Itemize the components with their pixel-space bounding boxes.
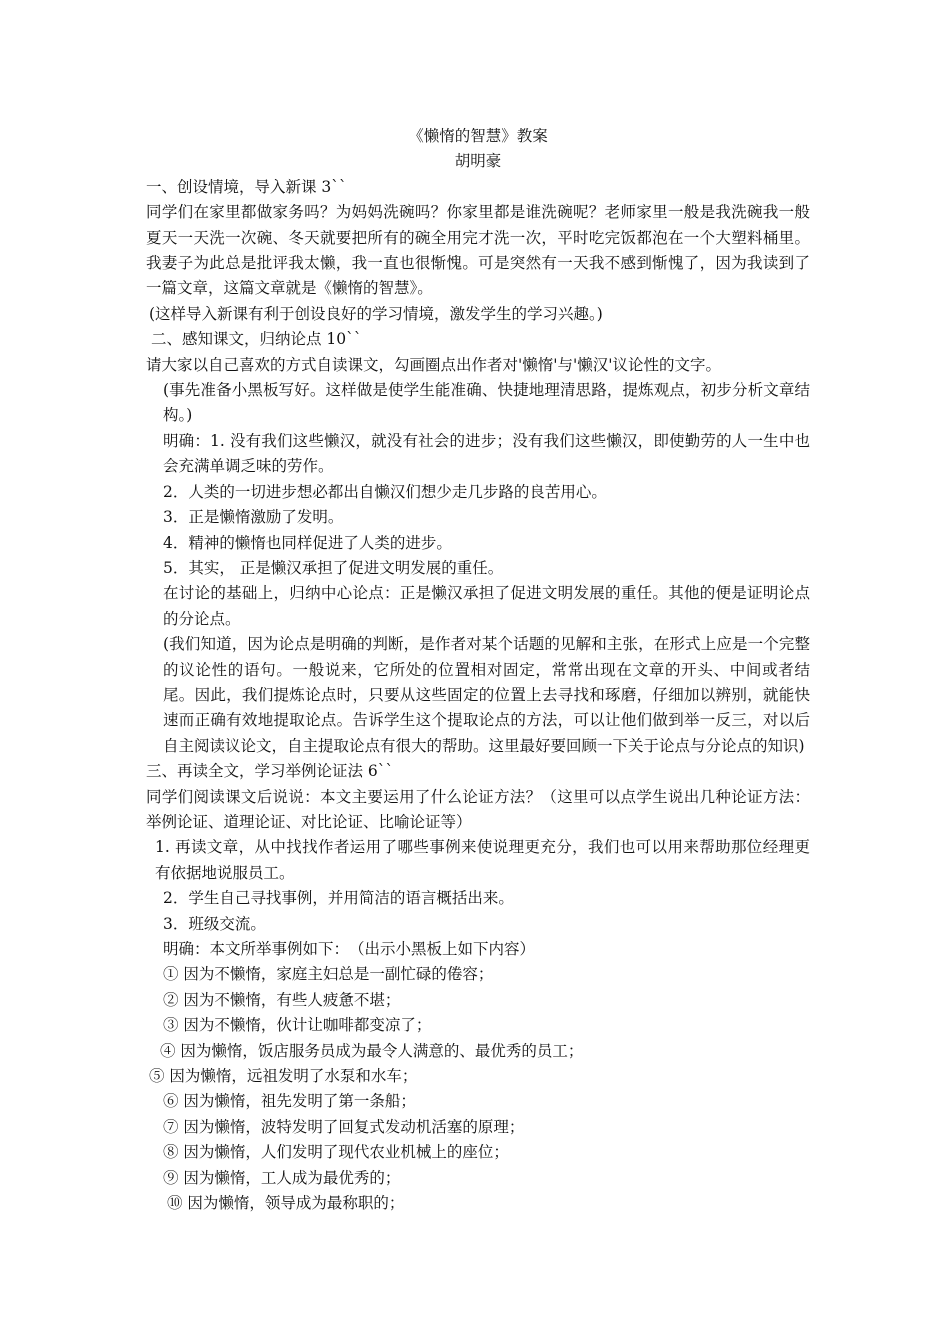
paragraph-answer-2: 明确：本文所举事例如下： （出示小黑板上如下内容）: [163, 940, 536, 958]
paragraph-answer-1: 明确：1. 没有我们这些懒汉，就没有社会的进步；没有我们这些懒汉，即使勤劳的人一生中也会充满单调乏味的劳作。: [163, 431, 810, 476]
list-item: 3．班级交流。: [163, 914, 266, 933]
document-author: 胡明豪: [454, 152, 502, 171]
example-item: ⑤ 因为懒惰，远祖发明了水泵和水车；: [149, 1067, 418, 1086]
paragraph-instruction-1: 请大家以自己喜欢的方式自读课文，勾画圈点出作者对'懒惰'与'懒汉'议论性的文字。: [146, 355, 722, 374]
paragraph-note-3: (我们知道，因为论点是明确的判断，是作者对某个话题的见解和主张，在形式上应是一个完整的议论性的语句。一般说来，它所处的位置相对固定，常常出现在文章的开头、中间或者结尾。因此，我们提炼论点时，只要从这些固定的位置上去寻找和琢磨，仔细加以辨别，就能快速而正确有效地提取论点。告诉学生这个提取论点的方法，可以让他们做到举一反三，对以后自主阅读议论文，自主提取论点有很大的帮助。这里最好要回顾一下关于论点与分论点的知识): [163, 635, 810, 755]
document-title: 《懒惰的智慧》教案: [408, 127, 548, 145]
example-item: ③ 因为不懒惰，伙计让咖啡都变凉了；: [163, 1016, 432, 1035]
example-item: ⑨ 因为懒惰，工人成为最优秀的；: [163, 1168, 401, 1187]
example-item: ⑩ 因为懒惰，领导成为最称职的；: [167, 1194, 405, 1213]
paragraph-note-1: (这样导入新课有利于创设良好的学习情境，激发学生的学习兴趣。): [149, 304, 603, 323]
example-item: ④ 因为懒惰，饭店服务员成为最令人满意的、最优秀的员工；: [160, 1041, 584, 1060]
example-item: ⑦ 因为懒惰，波特发明了回复式发动机活塞的原理；: [163, 1117, 525, 1136]
section-heading-3: 三、再读全文，学习举例论证法 6``: [146, 762, 394, 781]
example-item: ⑥ 因为懒惰，祖先发明了第一条船；: [163, 1092, 416, 1111]
list-item: 2．人类的一切进步想必都出自懒汉们想少走几步路的良苦用心。: [163, 482, 607, 501]
example-item: ⑧ 因为懒惰，人们发明了现代农业机械上的座位；: [163, 1143, 509, 1162]
list-item: 5．其实， 正是懒汉承担了促进文明发展的重任。: [163, 558, 504, 577]
paragraph-note-2: (事先准备小黑板写好。这样做是使学生能准确、快捷地理清思路，提炼观点，初步分析文章结构。): [163, 381, 810, 425]
list-item: 3．正是懒惰激励了发明。: [163, 508, 344, 527]
example-item: ② 因为不懒惰，有些人疲惫不堪；: [163, 990, 401, 1009]
list-item: 2．学生自己寻找事例，并用简洁的语言概括出来。: [163, 889, 514, 908]
paragraph-summary: 在讨论的基础上，归纳中心论点：正是懒汉承担了促进文明发展的重任。其他的便是证明论点的分论点。: [163, 584, 810, 628]
paragraph-instruction-2: 同学们阅读课文后说说：本文主要运用了什么论证方法？（这里可以点学生说出几种论证方法：举例论证、道理论证、对比论证、比喻论证等）: [146, 787, 810, 831]
section-heading-1: 一、创设情境，导入新课 3``: [146, 177, 347, 196]
section-heading-2: 二、感知课文，归纳论点 10``: [151, 330, 362, 349]
document-page: [146, 124, 810, 1216]
list-item: 1. 再读文章，从中找找作者运用了哪些事例来使说理更充分，我们也可以用来帮助那位经理更有依据地说服员工。: [155, 838, 810, 882]
paragraph-intro: 同学们在家里都做家务吗？为妈妈洗碗吗？你家里都是谁洗碗呢？老师家里一般是我洗碗我一般夏天一天洗一次碗、冬天就要把所有的碗全用完才洗一次，平时吃完饭都泡在一个大塑料桶里。我妻子为此总是批评我太懒，我一直也很惭愧。可是突然有一天我不感到惭愧了，因为我读到了一篇文章，这篇文章就是《懒惰的智慧》。: [146, 203, 810, 298]
example-item: ① 因为不懒惰，家庭主妇总是一副忙碌的倦容；: [163, 965, 494, 984]
list-item: 4．精神的懒惰也同样促进了人类的进步。: [163, 533, 452, 552]
